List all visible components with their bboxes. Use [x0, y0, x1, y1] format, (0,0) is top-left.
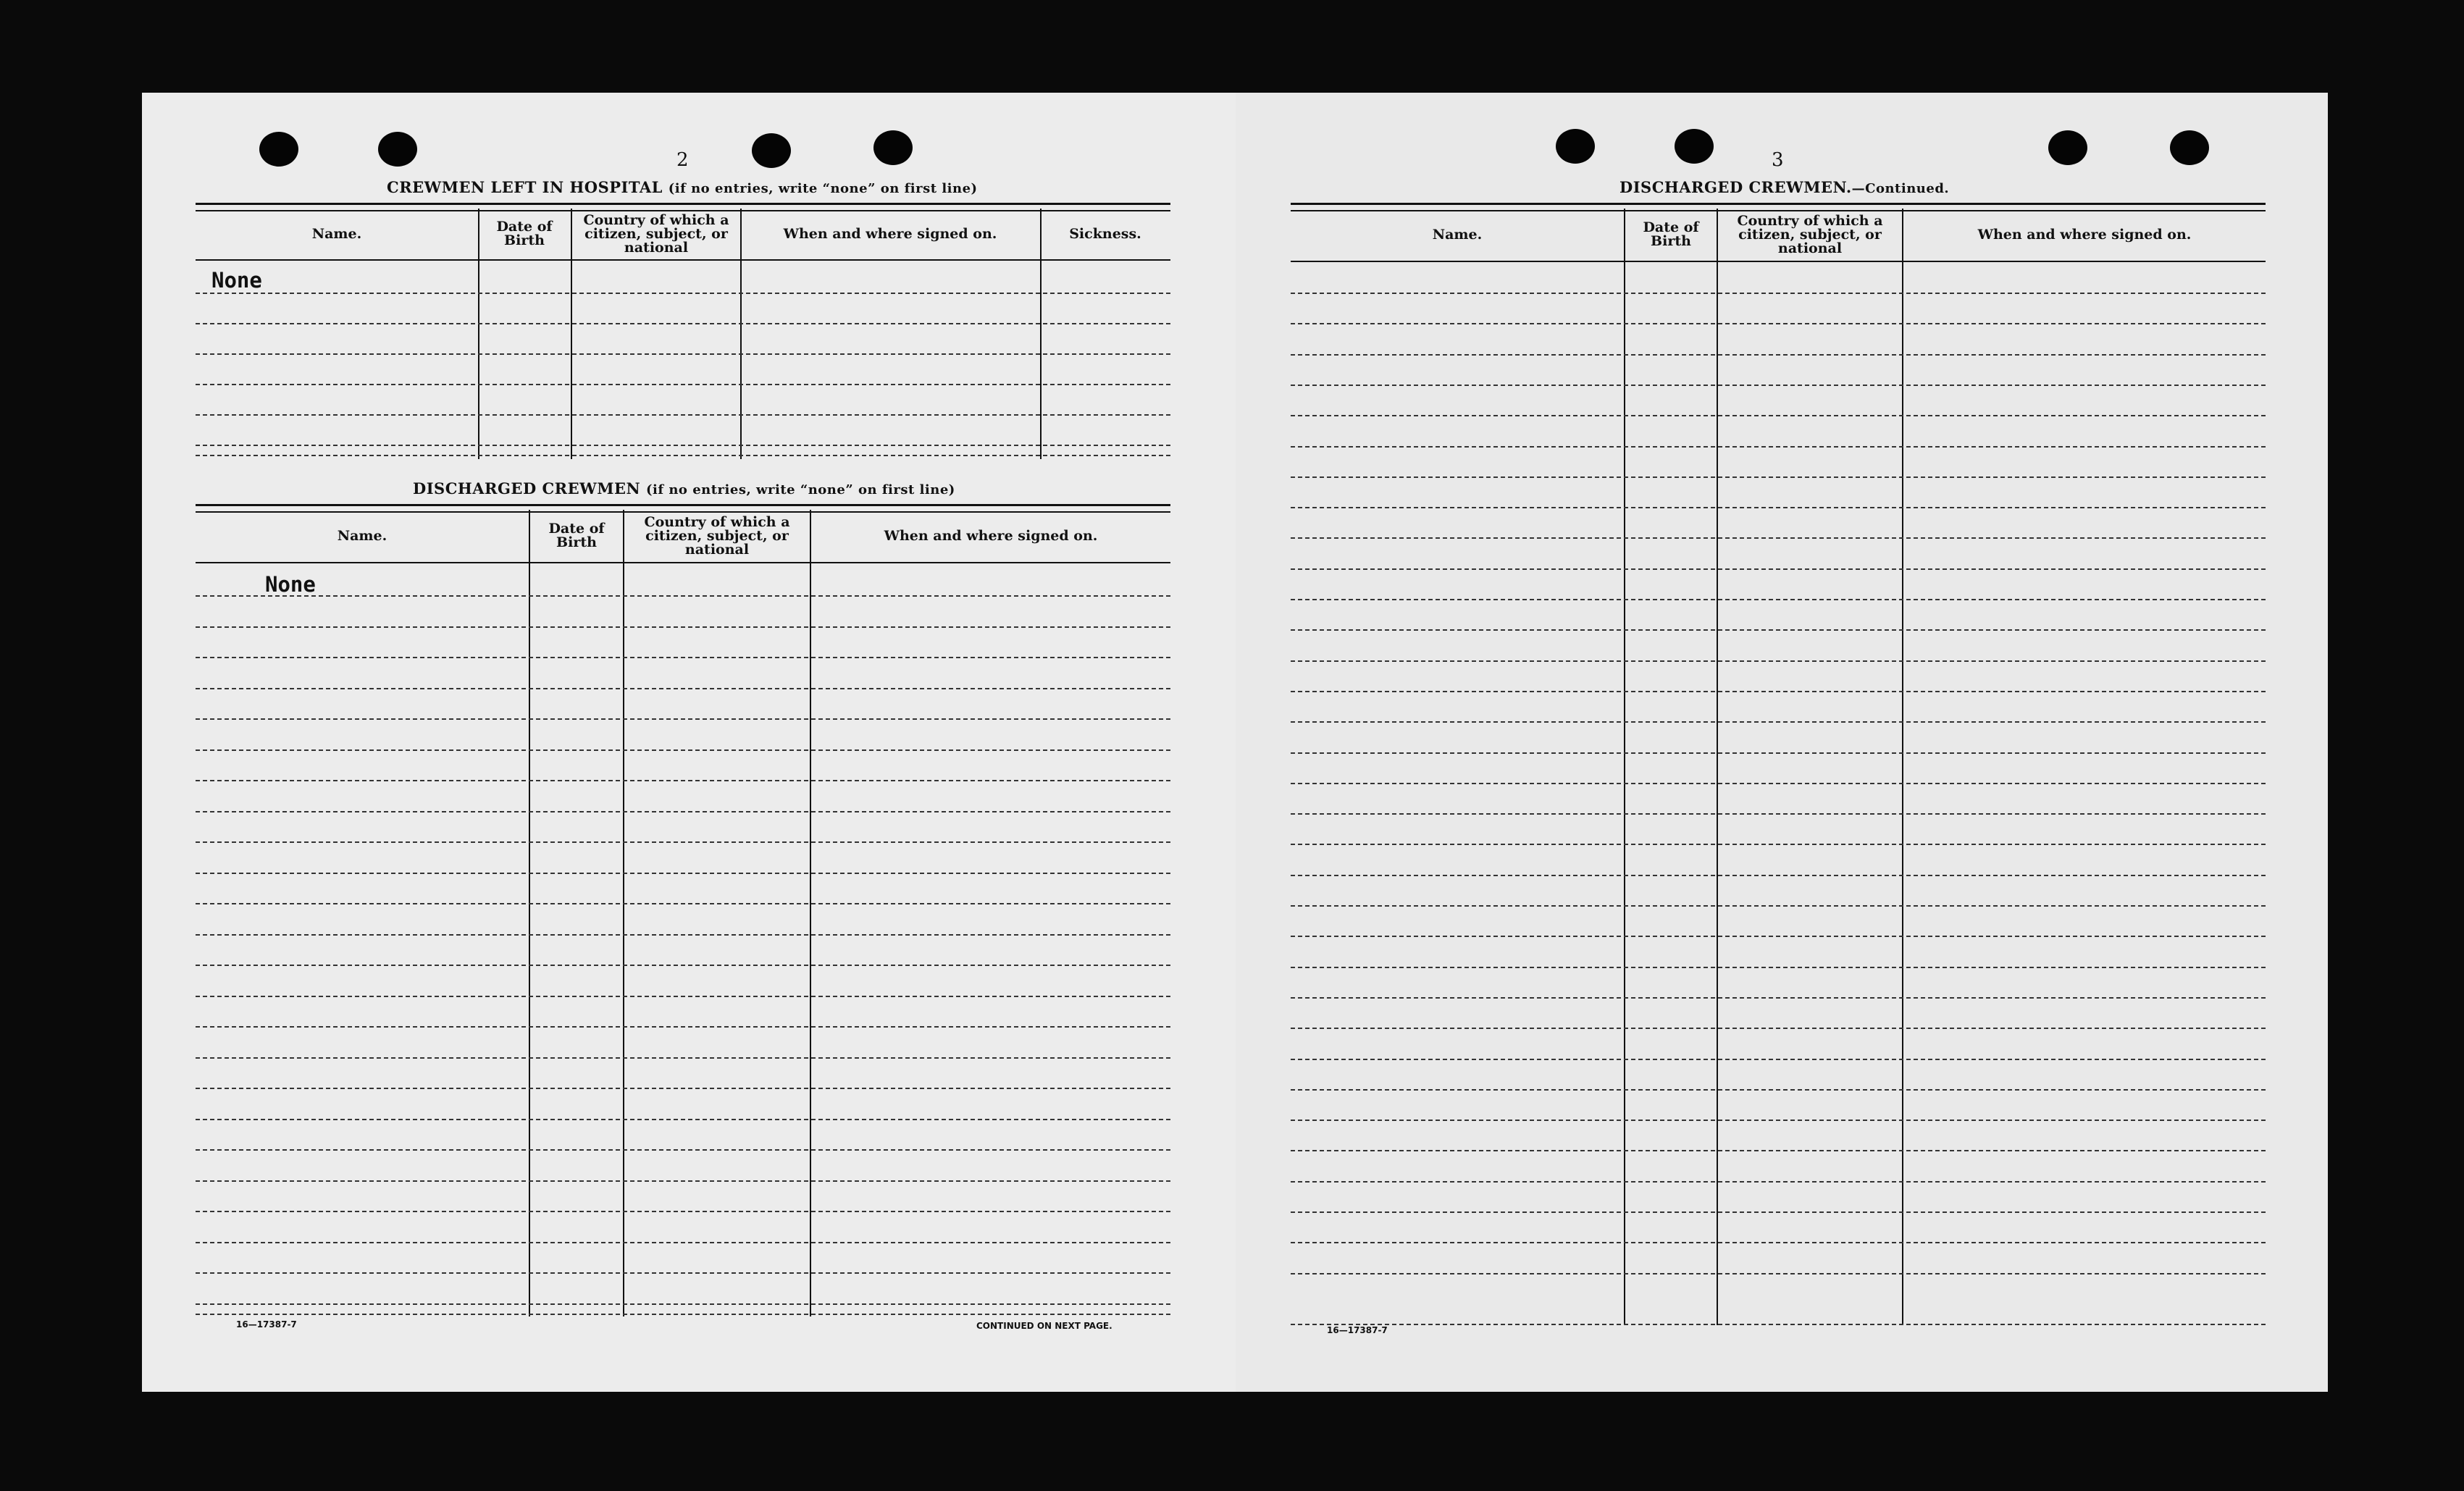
ruled-line — [1291, 967, 2266, 968]
title-text: DISCHARGED CREWMEN. — [1619, 178, 1852, 196]
punch-hole — [2048, 130, 2087, 165]
ruled-line — [1291, 905, 2266, 907]
ruled-line — [196, 626, 1170, 628]
ruled-line — [1291, 1181, 2266, 1183]
col-header-country: Country of which a citizen, subject, or national — [583, 211, 729, 256]
ruled-line — [1291, 844, 2266, 845]
col-header-date-of-birth: Date of Birth — [548, 521, 605, 550]
discharged-continued-title — [1619, 178, 1949, 196]
ruled-line — [1291, 1211, 2266, 1213]
hospital-title-text: CREWMEN LEFT IN HOSPITAL — [387, 178, 663, 196]
ruled-line — [1291, 1150, 2266, 1151]
ruled-line — [1291, 875, 2266, 876]
ruled-line — [1291, 783, 2266, 784]
ruled-line — [196, 1057, 1170, 1059]
ruled-line — [1291, 1059, 2266, 1060]
col-header-date-of-birth: Date of Birth — [496, 219, 553, 248]
ruled-line — [1291, 385, 2266, 386]
ruled-line — [1291, 629, 2266, 631]
punch-hole — [752, 133, 791, 168]
ruled-line — [1291, 997, 2266, 999]
ruled-line — [1291, 813, 2266, 815]
ruled-line — [1291, 415, 2266, 416]
ruled-line — [1291, 752, 2266, 754]
ruled-line — [1291, 1028, 2266, 1029]
ruled-line — [196, 657, 1170, 658]
ruled-line — [1291, 446, 2266, 448]
col-header-signed-on: When and where signed on. — [884, 527, 1098, 544]
ruled-line — [1291, 293, 2266, 294]
ruled-line — [1291, 599, 2266, 600]
ruled-line — [196, 873, 1170, 874]
ruled-line — [1291, 660, 2266, 662]
punch-hole — [873, 130, 913, 165]
ruled-line — [196, 1088, 1170, 1089]
hospital-instruction: (if no entries, write “none” on first line) — [668, 181, 978, 196]
right-page — [1236, 93, 2328, 1392]
discharged-continued-table — [1291, 203, 2266, 1332]
ruled-line — [196, 811, 1170, 812]
punch-hole — [1675, 129, 1714, 164]
title-suffix: —Continued. — [1851, 181, 1950, 196]
ruled-line — [196, 595, 1170, 597]
ruled-line — [196, 841, 1170, 843]
form-number: 16—17387-7 — [1327, 1325, 1388, 1335]
ruled-line — [1291, 507, 2266, 508]
ruled-line — [1291, 721, 2266, 723]
ruled-line — [1291, 323, 2266, 324]
ruled-line — [1291, 1242, 2266, 1243]
punch-hole — [2170, 130, 2209, 165]
ruled-line — [196, 1314, 1170, 1315]
ruled-line — [1291, 1273, 2266, 1274]
ruled-line — [196, 718, 1170, 720]
ruled-line — [196, 1242, 1170, 1243]
continued-note: CONTINUED ON NEXT PAGE. — [976, 1321, 1112, 1331]
ruled-line — [1291, 537, 2266, 539]
col-header-name: Name. — [311, 225, 362, 242]
ruled-line — [196, 965, 1170, 966]
ruled-line — [196, 1149, 1170, 1151]
col-header-country: Country of which a citizen, subject, or national — [1737, 212, 1883, 256]
ruled-line — [1291, 476, 2266, 478]
col-header-name: Name. — [337, 527, 387, 544]
ruled-line — [196, 934, 1170, 936]
ruled-line — [1291, 568, 2266, 570]
col-header-name: Name. — [1432, 226, 1483, 243]
left-page — [142, 93, 1237, 1392]
ruled-line — [1291, 354, 2266, 356]
ruled-line — [196, 749, 1170, 751]
punch-hole — [378, 132, 417, 167]
ruled-line — [196, 1303, 1170, 1305]
ruled-line — [196, 1119, 1170, 1120]
ruled-line — [1291, 936, 2266, 937]
punch-hole — [259, 132, 298, 167]
ruled-line — [1291, 1089, 2266, 1091]
discharged-section-title — [413, 479, 955, 497]
hospital-table — [196, 203, 1170, 550]
ruled-line — [196, 1026, 1170, 1028]
page-number: 3 — [1772, 149, 1784, 171]
ruled-line — [196, 1180, 1170, 1182]
discharged-entry-name: None — [265, 572, 316, 597]
col-header-sickness: Sickness. — [1069, 225, 1141, 242]
ruled-line — [196, 903, 1170, 904]
ruled-line — [1291, 691, 2266, 692]
col-header-country: Country of which a citizen, subject, or national — [644, 513, 790, 558]
discharged-table — [196, 504, 1170, 1322]
ruled-line — [1291, 1324, 2266, 1325]
col-header-signed-on: When and where signed on. — [783, 225, 997, 242]
ruled-line — [196, 688, 1170, 689]
hospital-section-title — [387, 178, 978, 196]
punch-hole — [1556, 129, 1595, 164]
ruled-line — [196, 996, 1170, 997]
ruled-line — [196, 780, 1170, 781]
form-number: 16—17387-7 — [236, 1319, 297, 1330]
col-header-date-of-birth: Date of Birth — [1643, 219, 1699, 249]
discharged-instruction: (if no entries, write “none” on first line) — [645, 482, 955, 497]
col-header-signed-on: When and where signed on. — [1977, 226, 2192, 243]
hospital-entry-name: None — [211, 268, 262, 293]
ruled-line — [196, 1272, 1170, 1274]
ruled-line — [196, 1211, 1170, 1212]
ruled-line — [1291, 1120, 2266, 1121]
page-number: 2 — [676, 149, 689, 171]
discharged-title-text: DISCHARGED CREWMEN — [413, 479, 641, 497]
